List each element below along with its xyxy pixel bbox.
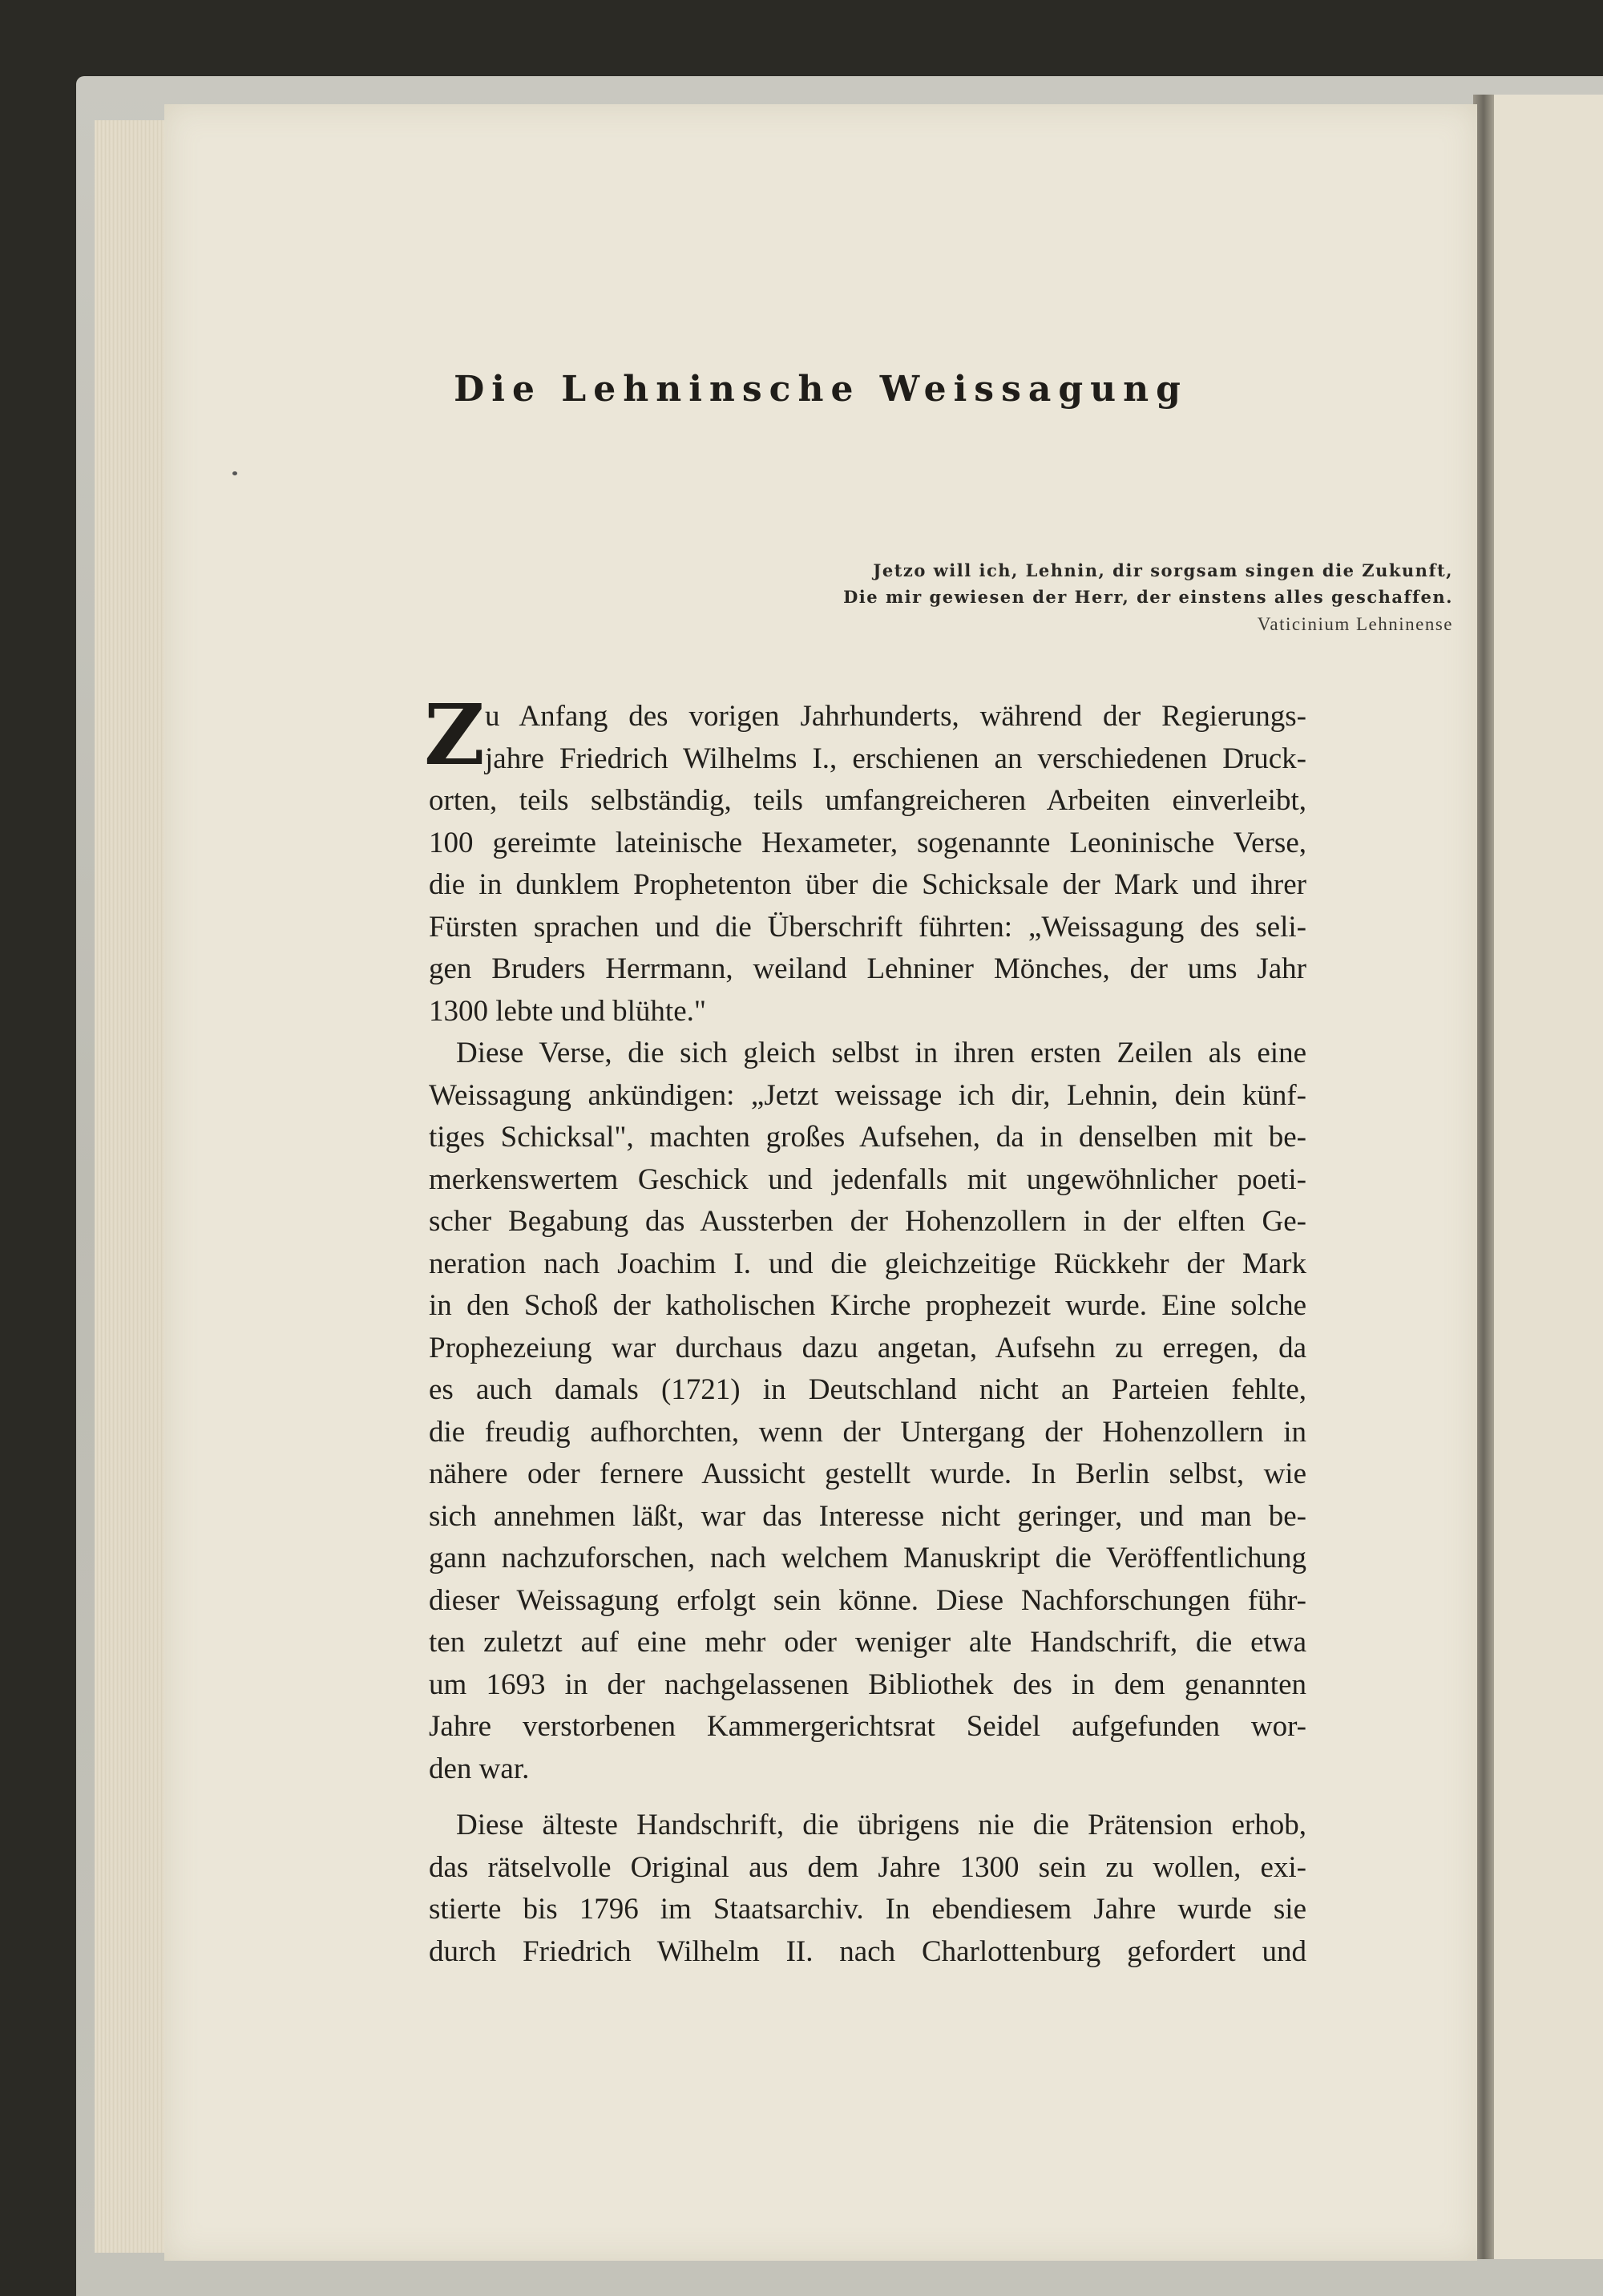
text-line: nähere oder fernere Aussicht gestellt wurde. In Berlin selbst, wie	[429, 1457, 1306, 1490]
text-line: durch Friedrich Wilhelm II. nach Charlottenburg gefordert und	[429, 1934, 1306, 1968]
text-line: die freudig aufhorchten, wenn der Untergang der Hohenzollern in	[429, 1415, 1306, 1449]
text-line: Jahre verstorbenen Kammergerichtsrat Seidel aufgefunden wor-	[429, 1710, 1306, 1743]
text-line: scher Begabung das Aussterben der Hohenzollern in der elften Ge-	[429, 1205, 1306, 1238]
text-line: dieser Weissagung erfolgt sein könne. Diese Nachforschungen führ-	[429, 1583, 1306, 1617]
text-line: 100 gereimte lateinische Hexameter, sogenannte Leoninische Verse,	[429, 826, 1306, 859]
text-line: gann nachzuforschen, nach welchem Manuskript die Veröffentlichung	[429, 1542, 1306, 1574]
text-line: Weissagung ankündigen: „Jetzt weissage ich dir, Lehnin, dein künf-	[429, 1078, 1306, 1112]
paragraph-1	[424, 685, 1306, 1033]
text-line: es auch damals (1721) in Deutschland nicht an Parteien fehlte,	[429, 1373, 1306, 1406]
text-line: jahre Friedrich Wilhelms I., erschienen an verschiedenen Druck-	[485, 742, 1306, 775]
page-speck	[232, 471, 237, 475]
text-line: neration nach Joachim I. und die gleichzeitige Rückkehr der Mark	[429, 1247, 1306, 1280]
body-text	[424, 685, 1306, 1973]
text-line: Prophezeiung war durchaus dazu angetan, Aufsehn zu erregen, da	[429, 1331, 1306, 1364]
text-line: den war.	[429, 1752, 530, 1785]
text-line: tiges Schicksal", machten großes Aufsehen, da in denselben mit be-	[429, 1121, 1306, 1154]
text-line: Diese älteste Handschrift, die übrigens nie die Prätension erhob,	[456, 1809, 1306, 1841]
text-line: das rätselvolle Original aus dem Jahre 1300 sein zu wollen, exi-	[429, 1850, 1306, 1884]
page-edges	[95, 120, 171, 2253]
page-title: Die Lehninsche Weissagung	[454, 369, 1188, 410]
text-line: in den Schoß der katholischen Kirche prophezeit wurde. Eine solche	[429, 1289, 1306, 1322]
facing-page	[1481, 95, 1603, 2259]
text-line: Diese Verse, die sich gleich selbst in ihren ersten Zeilen als eine	[456, 1037, 1306, 1069]
paragraph-3	[429, 1805, 1306, 1973]
text-line: Fürsten sprachen und die Überschrift führten: „Weissagung des seli-	[429, 910, 1306, 944]
text-line: 1300 lebte und blühte."	[429, 994, 706, 1028]
text-line: stierte bis 1796 im Staatsarchiv. In ebendiesem Jahre wurde sie	[429, 1893, 1306, 1926]
text-line: ten zuletzt auf eine mehr oder weniger alte Handschrift, die etwa	[429, 1626, 1306, 1659]
epigraph-source: Vaticinium Lehninense	[1257, 614, 1453, 634]
epigraph-line: Die mir gewiesen der Herr, der einstens alles geschaffen.	[843, 587, 1453, 607]
text-line: u Anfang des vorigen Jahrhunderts, während der Regierungs-	[485, 700, 1306, 733]
drop-cap: Z	[424, 685, 485, 784]
text-line: merkenswertem Geschick und jedenfalls mit ungewöhnlicher poeti-	[429, 1162, 1306, 1196]
text-line: gen Bruders Herrmann, weiland Lehniner Mönches, der ums Jahr	[429, 952, 1306, 985]
text-line: um 1693 in der nachgelassenen Bibliothek des in dem genannten	[429, 1667, 1306, 1701]
text-line: die in dunklem Prophetenton über die Schicksale der Mark und ihrer	[429, 868, 1306, 901]
epigraph	[843, 557, 1453, 639]
text-line: sich annehmen läßt, war das Interesse nicht geringer, und man be-	[429, 1499, 1306, 1533]
epigraph-line: Jetzo will ich, Lehnin, dir sorgsam singen die Zukunft,	[873, 560, 1453, 580]
paragraph-2	[429, 1033, 1306, 1790]
text-line: orten, teils selbständig, teils umfangreicheren Arbeiten einverleibt,	[429, 784, 1306, 817]
